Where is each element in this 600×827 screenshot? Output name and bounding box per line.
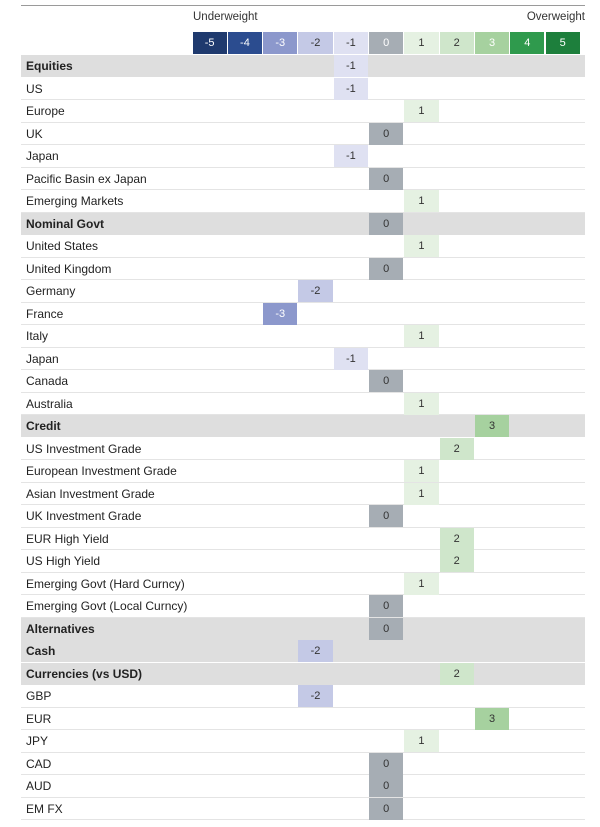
underweight-label: Underweight [193, 11, 258, 23]
position-mark: 2 [440, 550, 474, 572]
row-divider [21, 797, 585, 798]
legend-cell: 1 [404, 32, 438, 54]
row-divider [21, 392, 585, 393]
row-divider [21, 504, 585, 505]
legend-cell: -2 [298, 32, 332, 54]
legend-cell: -4 [228, 32, 262, 54]
asset-label: Emerging Markets [26, 194, 124, 208]
asset-label: US High Yield [26, 554, 101, 568]
row-divider [21, 549, 585, 550]
position-mark: 2 [440, 438, 474, 460]
asset-label: Emerging Govt (Hard Curncy) [26, 576, 185, 591]
row-divider [21, 594, 585, 595]
row-divider [21, 189, 585, 190]
asset-label: EUR [26, 711, 52, 726]
position-mark: 0 [369, 258, 403, 280]
position-mark: 1 [404, 190, 438, 212]
row-divider [21, 122, 585, 123]
position-mark: -1 [334, 55, 368, 77]
legend-cell: 0 [369, 32, 403, 54]
asset-label: United States [26, 239, 99, 253]
row-divider [21, 167, 585, 168]
legend-cell: -3 [263, 32, 297, 54]
asset-label: EUR High Yield [26, 531, 109, 546]
asset-label: Italy [26, 329, 49, 343]
position-mark: -1 [334, 145, 368, 167]
asset-label: Japan [26, 351, 59, 366]
position-mark: -1 [334, 78, 368, 100]
row-divider [21, 459, 585, 460]
category-label: Equities [26, 59, 73, 73]
row-divider [21, 347, 585, 348]
legend-cell: -5 [193, 32, 227, 54]
asset-label: European Investment Grade [26, 464, 177, 478]
asset-label: Australia [26, 396, 73, 411]
asset-label: Germany [26, 284, 76, 298]
asset-label: UK [26, 126, 43, 141]
position-mark: 1 [404, 730, 438, 752]
asset-label: Emerging Govt (Local Curncy) [26, 599, 188, 613]
position-mark: -1 [334, 348, 368, 370]
position-mark: 1 [404, 460, 438, 482]
position-mark: 1 [404, 325, 438, 347]
asset-label: GBP [26, 689, 52, 703]
asset-label: France [26, 306, 64, 321]
position-mark: 0 [369, 798, 403, 820]
category-label: Nominal Govt [26, 216, 105, 231]
row-divider [21, 257, 585, 258]
asset-label: United Kingdom [26, 261, 112, 276]
asset-label: Pacific Basin ex Japan [26, 171, 147, 186]
category-label: Cash [26, 644, 56, 658]
category-band [21, 55, 585, 77]
asset-label: Asian Investment Grade [26, 486, 155, 501]
position-mark: -2 [298, 280, 332, 302]
row-divider [21, 144, 585, 145]
row-divider [21, 482, 585, 483]
row-divider [21, 752, 585, 753]
legend-cell: 4 [510, 32, 544, 54]
row-divider [21, 369, 585, 370]
asset-label: Japan [26, 149, 59, 163]
position-mark: 1 [404, 483, 438, 505]
asset-label: US [26, 81, 43, 96]
asset-label: EM FX [26, 801, 63, 816]
row-divider [21, 819, 585, 820]
position-mark: -2 [298, 685, 332, 707]
legend-cell: 5 [546, 32, 580, 54]
position-mark: 0 [369, 168, 403, 190]
category-band [21, 213, 585, 235]
row-divider [21, 527, 585, 528]
row-divider [21, 99, 585, 100]
overweight-label: Overweight [526, 11, 585, 23]
position-mark: 2 [440, 528, 474, 550]
category-label: Alternatives [26, 621, 95, 636]
legend-cell: 2 [440, 32, 474, 54]
asset-label: JPY [26, 734, 49, 748]
position-mark: 1 [404, 235, 438, 257]
legend-cell: -1 [334, 32, 368, 54]
position-mark: 0 [369, 618, 403, 640]
asset-label: Europe [26, 104, 65, 118]
legend-cell: 3 [475, 32, 509, 54]
position-mark: 0 [369, 595, 403, 617]
position-mark: 0 [369, 505, 403, 527]
position-mark: 1 [404, 573, 438, 595]
position-mark: 3 [475, 415, 509, 437]
position-mark: -3 [263, 303, 297, 325]
position-mark: 0 [369, 370, 403, 392]
position-mark: 0 [369, 775, 403, 797]
position-mark: 1 [404, 100, 438, 122]
position-mark: 0 [369, 213, 403, 235]
asset-label: AUD [26, 779, 52, 793]
asset-label: CAD [26, 756, 52, 771]
position-mark: 0 [369, 753, 403, 775]
row-divider [21, 774, 585, 775]
position-mark: 2 [440, 663, 474, 685]
position-mark: 0 [369, 123, 403, 145]
category-label: Currencies (vs USD) [26, 666, 143, 681]
position-mark: 1 [404, 393, 438, 415]
top-rule [21, 5, 585, 6]
row-divider [21, 324, 585, 325]
position-mark: -2 [298, 640, 332, 662]
category-band [21, 618, 585, 640]
position-mark: 3 [475, 708, 509, 730]
asset-label: UK Investment Grade [26, 509, 142, 523]
row-divider [21, 572, 585, 573]
asset-label: Canada [26, 374, 69, 388]
category-label: Credit [26, 419, 61, 433]
asset-label: US Investment Grade [26, 441, 142, 456]
